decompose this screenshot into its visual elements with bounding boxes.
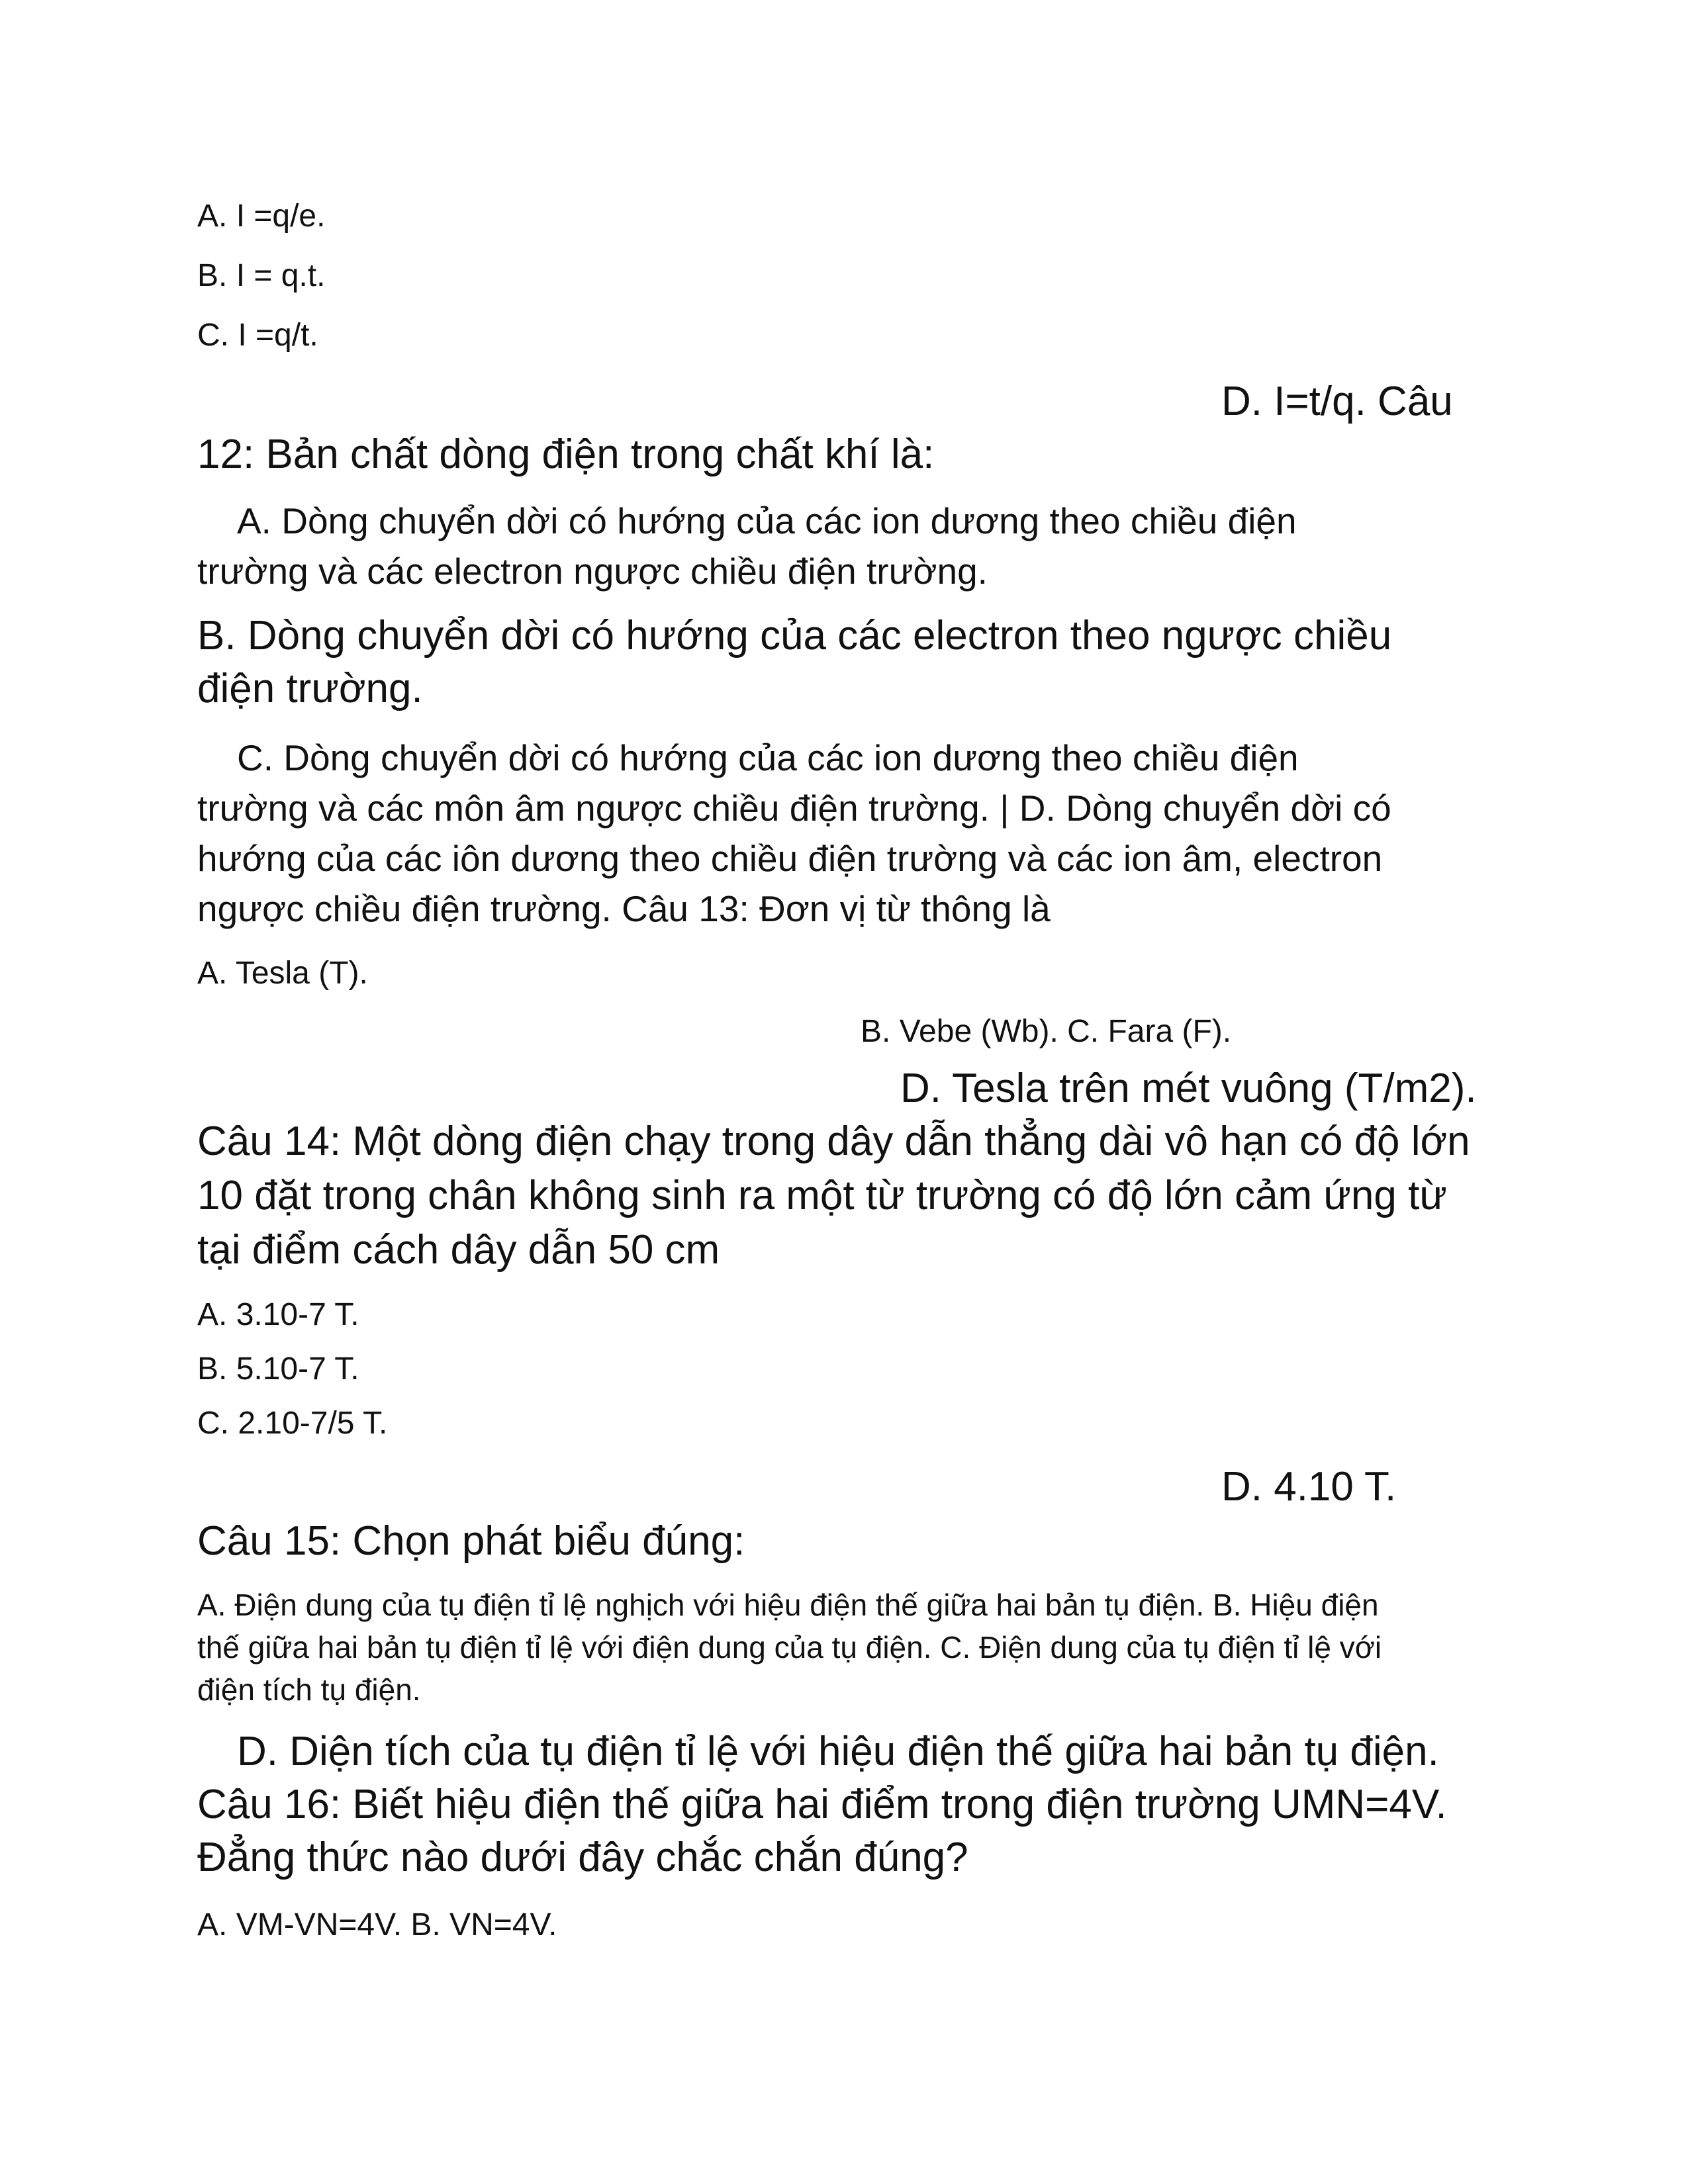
option-q11-d: D. I=t/q. Câu: [1221, 379, 1453, 424]
option-q16-a-b: A. VM-VN=4V. B. VN=4V.: [197, 1907, 557, 1942]
question-16-line2: Đẳng thức nào dưới đây chắc chắn đúng?: [197, 1835, 968, 1880]
option-q12-a-line1: A. Dòng chuyển dời có hướng của các ion dương theo chiều điện: [237, 500, 1297, 541]
option-q12-b-line2: điện trường.: [197, 666, 423, 711]
option-q14-d: D. 4.10 T.: [1221, 1464, 1397, 1510]
option-q15-c-line3: điện tích tụ điện.: [197, 1672, 421, 1707]
option-q14-c: C. 2.10-7/5 T.: [197, 1406, 388, 1441]
question-15: Câu 15: Chọn phát biểu đúng:: [197, 1518, 745, 1564]
question-14-line3: tại điểm cách dây dẫn 50 cm: [197, 1227, 720, 1273]
option-q14-a: A. 3.10-7 T.: [197, 1297, 359, 1332]
option-q11-b: B. I = q.t.: [197, 258, 326, 293]
option-q12-d-line: hướng của các iôn dương theo chiều điện trường và các ion âm, electron: [197, 838, 1383, 879]
option-q13-d: D. Tesla trên mét vuông (T/m2).: [900, 1066, 1477, 1111]
option-q15-bc-line2: thế giữa hai bản tụ điện tỉ lệ với điện dung của tụ điện. C. Điện dung của tụ điện tỉ lệ với: [197, 1630, 1382, 1664]
option-q11-c: C. I =q/t.: [197, 318, 318, 353]
question-14-line1: Câu 14: Một dòng điện chạy trong dây dẫn thẳng dài vô hạn có độ lớn: [197, 1118, 1470, 1164]
option-q12-c-line2: trường và các môn âm ngược chiều điện trường. | D. Dòng chuyển dời có: [197, 788, 1391, 829]
option-q15-d: D. Diện tích của tụ điện tỉ lệ với hiệu điện thế giữa hai bản tụ điện.: [237, 1729, 1439, 1774]
option-q14-b: B. 5.10-7 T.: [197, 1351, 359, 1387]
question-14-line2: 10 đặt trong chân không sinh ra một từ trường có độ lớn cảm ứng từ: [197, 1173, 1447, 1218]
option-q13-a: A. Tesla (T).: [197, 956, 368, 991]
option-q12-a-line2: trường và các electron ngược chiều điện trường.: [197, 551, 988, 592]
option-q12-b-line1: B. Dòng chuyển dời có hướng của các electron theo ngược chiều: [197, 613, 1392, 659]
question-16-line1: Câu 16: Biết hiệu điện thế giữa hai điểm trong điện trường UMN=4V.: [197, 1782, 1447, 1827]
option-q11-a: A. I =q/e.: [197, 199, 326, 234]
question-12: 12: Bản chất dòng điện trong chất khí là:: [197, 432, 935, 477]
question-13: ngược chiều điện trường. Câu 13: Đơn vị từ thông là: [197, 888, 1051, 929]
option-q13-b-c: B. Vebe (Wb). C. Fara (F).: [861, 1014, 1232, 1049]
option-q15-ab-line1: A. Điện dung của tụ điện tỉ lệ nghịch với hiệu điện thế giữa hai bản tụ điện. B. Hiệu điện: [197, 1588, 1379, 1622]
option-q12-c-line1: C. Dòng chuyển dời có hướng của các ion dương theo chiều điện: [237, 737, 1299, 778]
